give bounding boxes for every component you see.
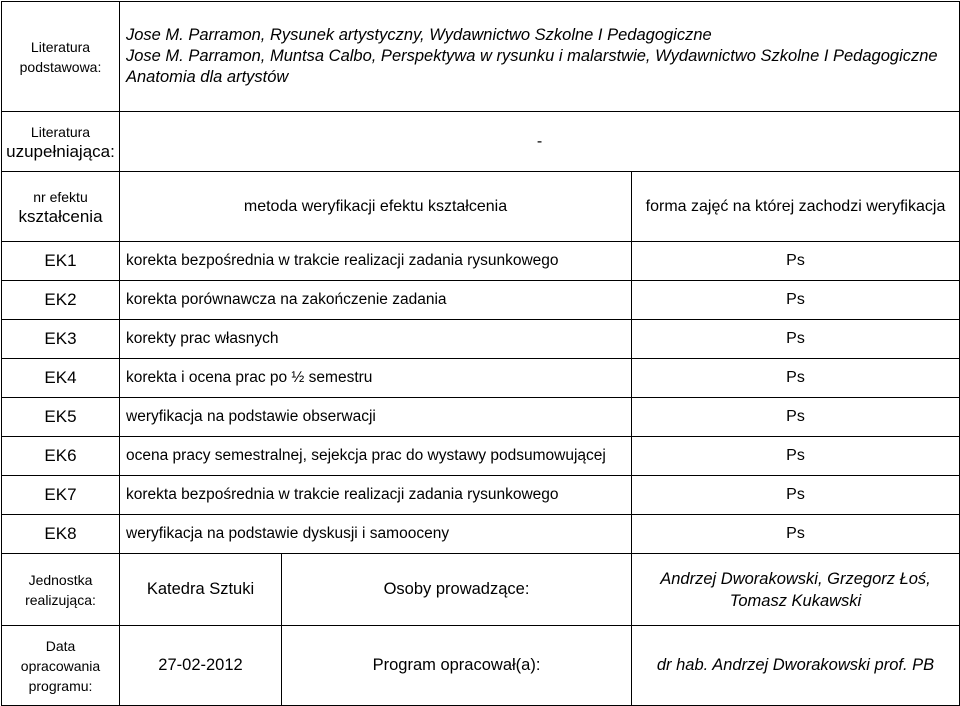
label-line: Literatura <box>30 123 91 140</box>
ek-number: EK7 <box>2 476 120 515</box>
literature-item: Anatomia dla artystów <box>126 68 289 86</box>
supplementary-literature-label <box>2 112 120 172</box>
verification-method: weryfikacja na podstawie obserwacji <box>120 398 632 437</box>
method-column-header: metoda weryfikacji efektu kształcenia <box>120 172 632 242</box>
author-value: dr hab. Andrzej Dworakowski prof. PB <box>632 626 960 706</box>
ek-number: EK3 <box>2 320 120 359</box>
unit-row <box>2 554 960 626</box>
ek-number: EK6 <box>2 437 120 476</box>
ek-column-header <box>2 172 120 242</box>
verification-method: ocena pracy semestralnej, sejekcja prac do wystawy podsumowującej <box>120 437 632 476</box>
class-form: Ps <box>632 359 960 398</box>
class-form: Ps <box>632 476 960 515</box>
ek-number: EK8 <box>2 515 120 554</box>
program-row <box>2 626 960 706</box>
verification-method: korekta bezpośrednia w trakcie realizacji zadania rysunkowego <box>120 476 632 515</box>
label-line: nr efektu <box>33 188 88 205</box>
class-form: Ps <box>632 242 960 281</box>
date-label <box>2 626 120 706</box>
unit-label <box>2 554 120 626</box>
class-form: Ps <box>632 398 960 437</box>
class-form: Ps <box>632 515 960 554</box>
teachers-value: Andrzej Dworakowski, Grzegorz Łoś, Tomasz Kukawski <box>632 554 960 626</box>
verification-header-row <box>2 172 960 242</box>
class-form: Ps <box>632 320 960 359</box>
table-row <box>2 359 960 398</box>
supplementary-literature-row <box>2 112 960 172</box>
author-label: Program opracował(a): <box>282 626 632 706</box>
label-line: programu: <box>28 677 93 694</box>
table-row <box>2 320 960 359</box>
label-line: realizująca: <box>25 591 96 608</box>
literature-item: Jose M. Parramon, Rysunek artystyczny, Wydawnictwo Szkolne I Pedagogiczne <box>126 26 712 44</box>
label-line: Data opracowania <box>20 637 101 674</box>
table-row <box>2 281 960 320</box>
form-column-header: forma zajęć na której zachodzi weryfikacja <box>632 172 960 242</box>
label-line: Jednostka <box>28 571 93 588</box>
table-row <box>2 515 960 554</box>
teachers-label: Osoby prowadzące: <box>282 554 632 626</box>
label-line: uzupełniająca: <box>6 141 115 161</box>
ek-number: EK2 <box>2 281 120 320</box>
table-row <box>2 476 960 515</box>
table-row <box>2 242 960 281</box>
class-form: Ps <box>632 437 960 476</box>
literature-item: Jose M. Parramon, Muntsa Calbo, Perspektywa w rysunku i malarstwie, Wydawnictwo Szkolne I Pedagogiczne <box>126 47 938 65</box>
label-line: kształcenia <box>18 206 103 226</box>
table-row <box>2 398 960 437</box>
ek-number: EK4 <box>2 359 120 398</box>
table-row <box>2 437 960 476</box>
primary-literature-label: Literatura podstawowa: <box>2 2 120 112</box>
supplementary-literature-value: - <box>120 112 960 172</box>
ek-number: EK5 <box>2 398 120 437</box>
verification-method: korekty prac własnych <box>120 320 632 359</box>
ek-number: EK1 <box>2 242 120 281</box>
date-value: 27-02-2012 <box>120 626 282 706</box>
primary-literature-list <box>120 2 960 112</box>
verification-method: korekta i ocena prac po ½ semestru <box>120 359 632 398</box>
syllabus-table <box>1 1 960 706</box>
verification-method: korekta porównawcza na zakończenie zadania <box>120 281 632 320</box>
primary-literature-row <box>2 2 960 112</box>
unit-value: Katedra Sztuki <box>120 554 282 626</box>
class-form: Ps <box>632 281 960 320</box>
verification-method: weryfikacja na podstawie dyskusji i samooceny <box>120 515 632 554</box>
verification-method: korekta bezpośrednia w trakcie realizacji zadania rysunkowego <box>120 242 632 281</box>
